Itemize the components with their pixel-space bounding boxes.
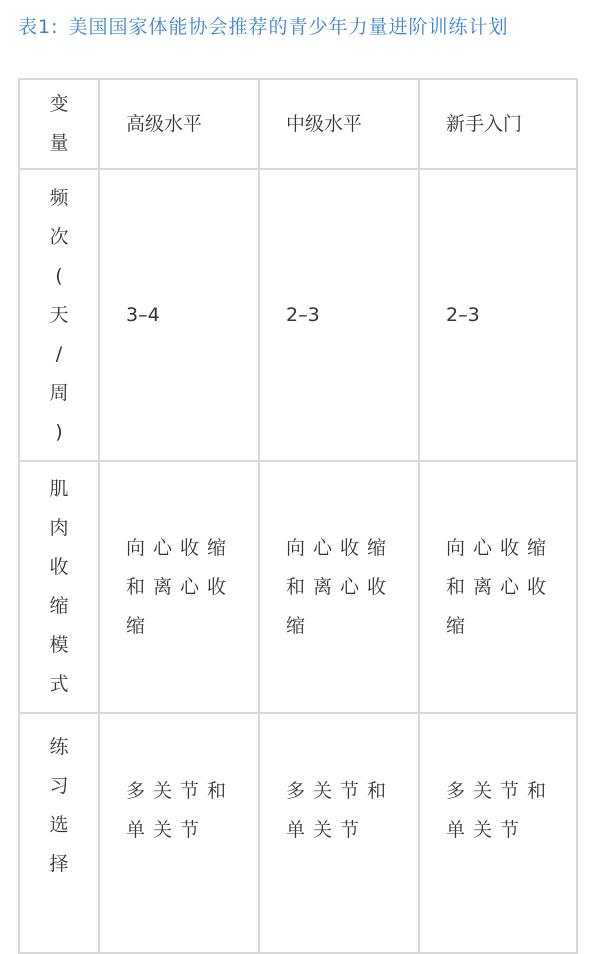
row-advanced-cell: 3–4 [99,169,259,461]
table-row [19,461,577,713]
header-cell-advanced: 高级水平 [99,79,259,169]
caption-number: 表1: [18,16,59,38]
variable-label: 频 次 ( 天 / 周 ) [49,186,69,443]
row-intermediate-cell: 向心收缩和离心收缩 [259,461,419,713]
row-intermediate-cell: 多关节和单关节 [259,713,419,953]
header-cell-intermediate: 中级水平 [259,79,419,169]
variable-label: 肌 肉 收 缩 模 式 [49,478,69,695]
row-advanced-cell: 多关节和单关节 [99,713,259,953]
row-advanced-cell: 向心收缩和离心收缩 [99,461,259,713]
table-row [19,713,577,953]
table-caption [18,8,588,46]
training-table [18,78,578,954]
variable-label: 练 习 选 择 [49,736,69,875]
table-header-row [19,79,577,169]
header-cell-variable [19,79,99,169]
row-variable-cell [19,461,99,713]
row-variable-cell [19,169,99,461]
row-beginner-cell: 向心收缩和离心收缩 [419,461,577,713]
row-intermediate-cell: 2–3 [259,169,419,461]
row-beginner-cell: 多关节和单关节 [419,713,577,953]
row-variable-cell [19,713,99,953]
variable-label: 变 量 [49,93,69,154]
caption-title: 美国国家体能协会推荐的青少年力量进阶训练计划 [68,16,509,38]
row-beginner-cell: 2–3 [419,169,577,461]
header-cell-beginner: 新手入门 [419,79,577,169]
table-row [19,169,577,461]
